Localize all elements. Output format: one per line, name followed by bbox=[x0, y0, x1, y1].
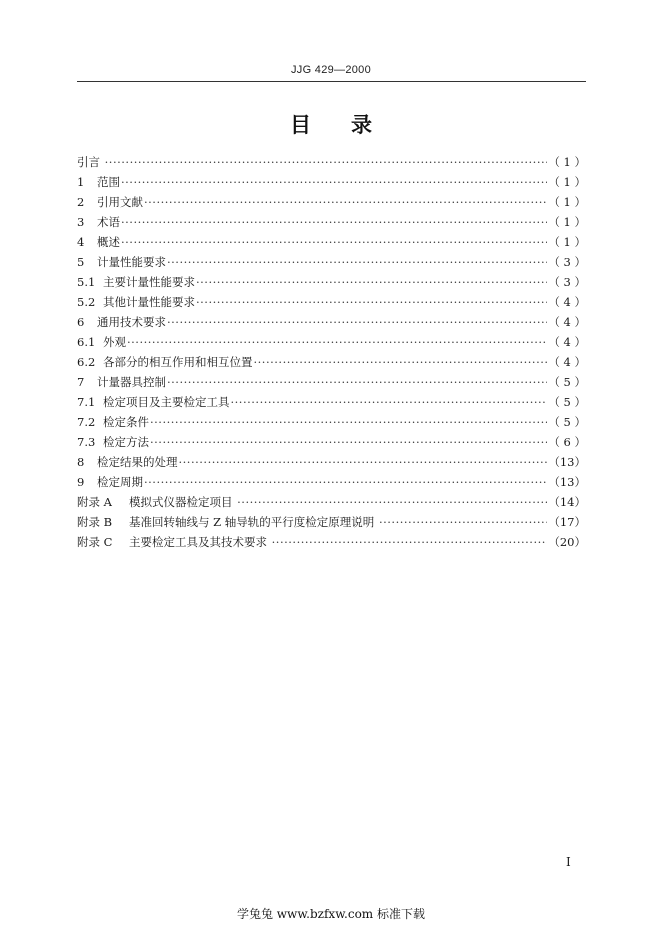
toc-dot-leader bbox=[254, 352, 548, 372]
toc-entry[interactable] bbox=[77, 272, 586, 292]
toc-entry-label bbox=[77, 372, 166, 392]
toc-dot-leader bbox=[105, 152, 548, 172]
toc-entry-number: 4 bbox=[77, 235, 85, 249]
toc-dot-leader bbox=[379, 512, 547, 532]
toc-entry-title: 范围 bbox=[97, 175, 120, 189]
toc-entry[interactable] bbox=[77, 312, 586, 332]
toc-dot-leader bbox=[150, 412, 547, 432]
toc-entry-number: 7.1 bbox=[77, 395, 96, 409]
toc-entry[interactable] bbox=[77, 332, 586, 352]
toc-dot-leader bbox=[231, 392, 548, 412]
toc-entry-number: 1 bbox=[77, 175, 85, 189]
toc-entry-label bbox=[77, 212, 120, 232]
toc-entry-label bbox=[77, 192, 143, 212]
toc-entry[interactable] bbox=[77, 252, 586, 272]
toc-entry-page: （13） bbox=[548, 455, 586, 469]
toc-entry-page: （ 5 ） bbox=[548, 375, 586, 389]
toc-entry-label bbox=[77, 352, 253, 372]
toc-entry-title: 检定条件 bbox=[103, 415, 149, 429]
toc-entry-number: 8 bbox=[77, 455, 85, 469]
toc-entry-number: 附录 A bbox=[77, 495, 112, 509]
toc-dot-leader bbox=[167, 252, 547, 272]
toc-entry-page: （20） bbox=[548, 535, 586, 549]
toc-dot-leader bbox=[237, 492, 547, 512]
toc-dot-leader bbox=[167, 372, 547, 392]
toc-entry-title: 外观 bbox=[103, 335, 126, 349]
toc-entry-page: （ 3 ） bbox=[548, 275, 586, 289]
toc-entry-page: （ 1 ） bbox=[548, 195, 586, 209]
toc-entry-title: 各部分的相互作用和相互位置 bbox=[103, 355, 253, 369]
toc-entry-label bbox=[77, 252, 166, 272]
toc-entry-title: 引言 bbox=[77, 155, 104, 169]
toc-entry-title: 检定方法 bbox=[103, 435, 149, 449]
toc-entry[interactable] bbox=[77, 492, 586, 512]
toc-entry-number: 附录 C bbox=[77, 535, 113, 549]
toc-entry-title: 引用文献 bbox=[97, 195, 143, 209]
toc-entry-number: 7 bbox=[77, 375, 85, 389]
toc-entry[interactable] bbox=[77, 472, 586, 492]
toc-entry-label bbox=[77, 232, 120, 252]
header-rule bbox=[77, 81, 586, 82]
toc-entry-number: 6.2 bbox=[77, 355, 96, 369]
toc-entry-title: 检定周期 bbox=[97, 475, 143, 489]
toc-entry-title: 术语 bbox=[97, 215, 120, 229]
toc-entry[interactable] bbox=[77, 232, 586, 252]
toc-entry-title: 计量器具控制 bbox=[97, 375, 166, 389]
toc-entry-label bbox=[77, 292, 195, 312]
page-number: I bbox=[566, 855, 571, 869]
toc-entry-number: 7.3 bbox=[77, 435, 96, 449]
toc-entry-page: （ 4 ） bbox=[548, 295, 586, 309]
toc-entry-page: （14） bbox=[548, 495, 586, 509]
toc-entry[interactable] bbox=[77, 432, 586, 452]
toc-entry-title: 主要计量性能要求 bbox=[103, 275, 195, 289]
toc-entry-number: 5 bbox=[77, 255, 85, 269]
standard-code: JJG 429—2000 bbox=[290, 64, 372, 76]
toc-entry-number: 7.2 bbox=[77, 415, 96, 429]
toc-entry-title: 检定结果的处理 bbox=[97, 455, 178, 469]
toc-entry-page: （ 5 ） bbox=[548, 415, 586, 429]
toc-entry-number: 5.1 bbox=[77, 275, 96, 289]
toc-entry-number: 5.2 bbox=[77, 295, 96, 309]
toc-entry-label bbox=[77, 332, 126, 352]
toc-dot-leader bbox=[121, 172, 547, 192]
toc-entry-label bbox=[77, 452, 178, 472]
toc-dot-leader bbox=[144, 472, 547, 492]
toc-entry[interactable] bbox=[77, 192, 586, 212]
toc-entry[interactable] bbox=[77, 412, 586, 432]
toc-entry-number: 6.1 bbox=[77, 335, 96, 349]
toc-entry[interactable] bbox=[77, 292, 586, 312]
toc-entry[interactable] bbox=[77, 452, 586, 472]
toc-dot-leader bbox=[121, 212, 547, 232]
toc-entry-label bbox=[77, 432, 149, 452]
footer-watermark-text: 学兔兔 www.bzfxw.com 标准下载 bbox=[236, 907, 426, 921]
toc-dot-leader bbox=[127, 332, 547, 352]
toc-entry-page: （ 1 ） bbox=[548, 235, 586, 249]
toc-entry-title: 计量性能要求 bbox=[97, 255, 166, 269]
toc-entry-label bbox=[77, 152, 104, 172]
toc-entry-page: （17） bbox=[548, 515, 586, 529]
toc-entry-page: （ 3 ） bbox=[548, 255, 586, 269]
toc-dot-leader bbox=[196, 292, 547, 312]
toc-entry[interactable] bbox=[77, 512, 586, 532]
toc-entry-page: （ 1 ） bbox=[548, 155, 586, 169]
toc-dot-leader bbox=[121, 232, 547, 252]
toc-entry[interactable] bbox=[77, 372, 586, 392]
toc-entry-title: 通用技术要求 bbox=[97, 315, 166, 329]
toc-entry-label bbox=[77, 492, 236, 512]
toc-entry-label bbox=[77, 172, 120, 192]
toc-entry[interactable] bbox=[77, 212, 586, 232]
toc-entry-title: 概述 bbox=[97, 235, 120, 249]
toc-entry-label bbox=[77, 512, 378, 532]
toc-entry[interactable] bbox=[77, 532, 586, 552]
toc-dot-leader bbox=[167, 312, 547, 332]
table-of-contents bbox=[77, 152, 586, 552]
toc-entry-page: （ 4 ） bbox=[548, 335, 586, 349]
toc-dot-leader bbox=[196, 272, 547, 292]
toc-entry-number: 3 bbox=[77, 215, 85, 229]
toc-entry-label bbox=[77, 312, 166, 332]
toc-entry-title: 基准回转轴线与 Z 轴导轨的平行度检定原理说明 bbox=[129, 515, 378, 529]
toc-dot-leader bbox=[272, 532, 548, 552]
toc-entry[interactable] bbox=[77, 172, 586, 192]
toc-entry-label bbox=[77, 472, 143, 492]
toc-entry-number: 附录 B bbox=[77, 515, 113, 529]
toc-entry-page: （ 4 ） bbox=[548, 355, 586, 369]
toc-entry[interactable] bbox=[77, 152, 586, 172]
toc-entry-number: 2 bbox=[77, 195, 85, 209]
toc-entry-label bbox=[77, 392, 230, 412]
toc-entry-label bbox=[77, 272, 195, 292]
toc-entry-title: 主要检定工具及其技术要求 bbox=[129, 535, 271, 549]
toc-entry-page: （ 1 ） bbox=[548, 215, 586, 229]
toc-entry-page: （13） bbox=[548, 475, 586, 489]
toc-entry-label bbox=[77, 532, 271, 552]
toc-dot-leader bbox=[144, 192, 547, 212]
page-title: 目录 bbox=[290, 113, 412, 137]
toc-entry-page: （ 4 ） bbox=[548, 315, 586, 329]
toc-entry-page: （ 6 ） bbox=[548, 435, 586, 449]
toc-entry-page: （ 5 ） bbox=[548, 395, 586, 409]
toc-entry-page: （ 1 ） bbox=[548, 175, 586, 189]
toc-entry-label bbox=[77, 412, 149, 432]
toc-dot-leader bbox=[150, 432, 547, 452]
toc-entry[interactable] bbox=[77, 392, 586, 412]
toc-entry-number: 6 bbox=[77, 315, 85, 329]
toc-entry-title: 检定项目及主要检定工具 bbox=[103, 395, 230, 409]
toc-dot-leader bbox=[179, 452, 548, 472]
toc-entry-title: 其他计量性能要求 bbox=[103, 295, 195, 309]
toc-entry-number: 9 bbox=[77, 475, 85, 489]
toc-entry[interactable] bbox=[77, 352, 586, 372]
toc-entry-title: 模拟式仪器检定项目 bbox=[129, 495, 237, 509]
